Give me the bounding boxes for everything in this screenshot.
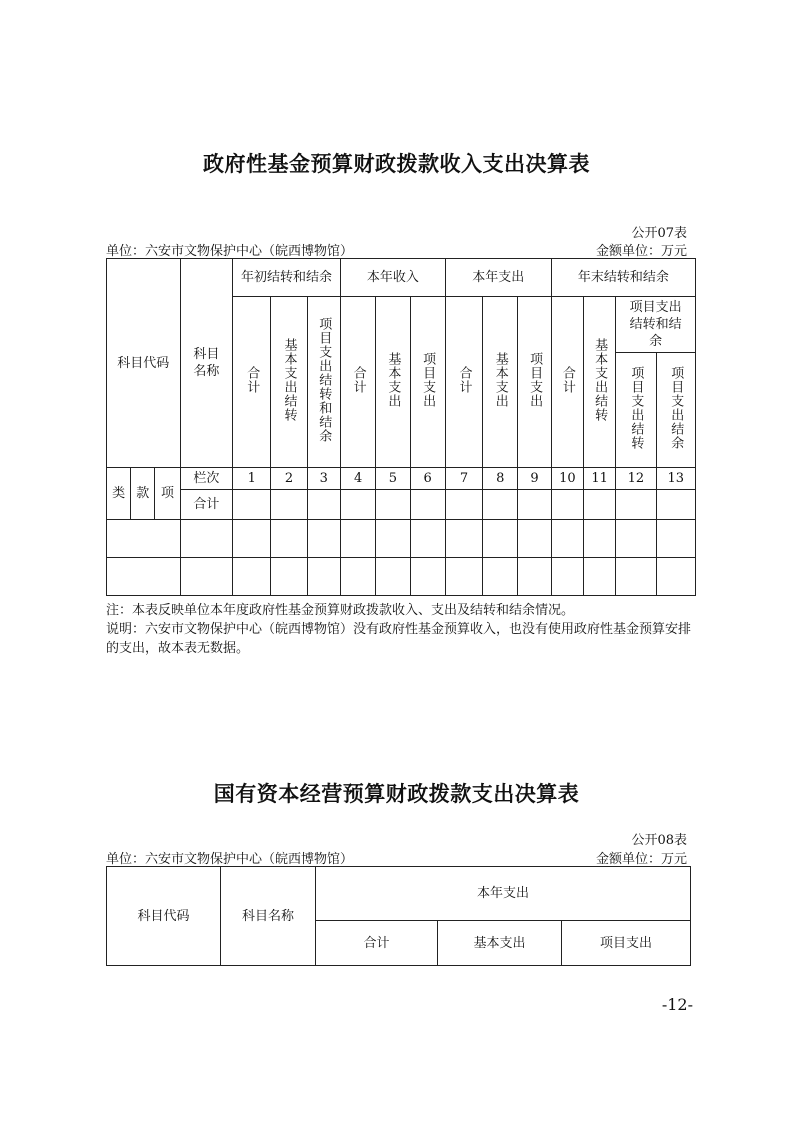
income-basic-header: [376, 297, 410, 468]
subject-name-header: [180, 259, 232, 468]
empty-cell: [616, 558, 656, 596]
empty-cell: [410, 558, 445, 596]
empty-cell: [518, 558, 551, 596]
empty-cell: [551, 558, 583, 596]
end-project-surplus-header: [656, 353, 695, 468]
empty-cell: [233, 490, 271, 520]
lei-header: 类: [107, 468, 131, 520]
income-total-header: [340, 297, 375, 468]
empty-cell: [551, 520, 583, 558]
empty-cell: [340, 490, 375, 520]
empty-cell: [616, 490, 656, 520]
income-project-label: 项目支出: [420, 351, 436, 408]
column-number: 10: [551, 468, 583, 490]
group-begin-header: 年初结转和结余: [233, 259, 341, 297]
table2-grid: [106, 866, 691, 966]
end-project-surplus-label: 项目支出结余: [668, 365, 684, 450]
empty-cell: [107, 520, 181, 558]
empty-cell: [107, 558, 181, 596]
t2-subject-name-header: 科目名称: [221, 867, 316, 966]
table2-currency: 金额单位：万元: [595, 852, 687, 867]
column-no-label: 栏次: [180, 468, 232, 490]
end-total-label: 合计: [559, 365, 575, 394]
table1-grid: [106, 258, 696, 596]
begin-total-label: 合计: [244, 365, 260, 394]
column-number: 5: [376, 468, 410, 490]
column-number: 2: [271, 468, 307, 490]
table1-title: 政府性基金预算财政拨款收入支出决算表: [203, 152, 590, 176]
column-number: 9: [518, 468, 551, 490]
sum-row-label: 合计: [180, 490, 232, 520]
column-number: 4: [340, 468, 375, 490]
table1-currency: 金额单位：万元: [595, 244, 687, 259]
empty-cell: [483, 558, 518, 596]
empty-cell: [180, 520, 232, 558]
table2-title: 国有资本经营预算财政拨款支出决算表: [213, 782, 580, 806]
empty-cell: [271, 520, 307, 558]
empty-cell: [271, 558, 307, 596]
xiang-header: 项: [155, 468, 180, 520]
end-basic-label: 基本支出结转: [592, 337, 608, 422]
t2-subject-code-header: 科目代码: [107, 867, 221, 966]
empty-cell: [583, 558, 615, 596]
empty-cell: [483, 490, 518, 520]
end-total-header: [551, 297, 583, 468]
empty-cell: [445, 490, 482, 520]
table1-note: 注：本表反映单位本年度政府性基金预算财政拨款收入、支出及结转和结余情况。: [106, 603, 575, 618]
table2-code: 公开08表: [631, 833, 687, 848]
group-end-header: 年末结转和结余: [551, 259, 695, 297]
empty-cell: [483, 520, 518, 558]
empty-cell: [376, 520, 410, 558]
expense-total-header: [445, 297, 482, 468]
t2-project-header: 项目支出: [562, 921, 691, 966]
expense-basic-label: 基本支出: [492, 351, 508, 408]
empty-cell: [376, 490, 410, 520]
table-row: [107, 520, 696, 558]
end-project-carry-label: 项目支出结转: [628, 365, 644, 450]
column-number: 1: [233, 468, 271, 490]
empty-cell: [551, 490, 583, 520]
page-number: -12-: [661, 995, 693, 1014]
table1-code: 公开07表: [631, 226, 687, 241]
empty-cell: [616, 520, 656, 558]
empty-cell: [340, 520, 375, 558]
income-basic-label: 基本支出: [385, 351, 401, 408]
subject-name-label: 科目名称: [193, 347, 220, 379]
empty-cell: [180, 558, 232, 596]
table-row: [107, 558, 696, 596]
column-number: 3: [307, 468, 340, 490]
column-number: 11: [583, 468, 615, 490]
empty-cell: [656, 490, 695, 520]
begin-total-header: [233, 297, 271, 468]
empty-cell: [583, 490, 615, 520]
column-number: 6: [410, 468, 445, 490]
begin-basic-header: [271, 297, 307, 468]
empty-cell: [410, 490, 445, 520]
column-number: 12: [616, 468, 656, 490]
group-expense-header: 本年支出: [445, 259, 551, 297]
expense-basic-header: [483, 297, 518, 468]
empty-cell: [445, 558, 482, 596]
table1-explanation: 说明：六安市文物保护中心（皖西博物馆）没有政府性基金预算收入，也没有使用政府性基金预算安排的支出，故本表无数据。: [106, 622, 692, 656]
empty-cell: [307, 558, 340, 596]
begin-project-label: 项目支出结转和结余: [316, 316, 332, 443]
end-project-group-header: [616, 297, 696, 353]
income-project-header: [410, 297, 445, 468]
empty-cell: [340, 558, 375, 596]
empty-cell: [583, 520, 615, 558]
empty-cell: [233, 558, 271, 596]
empty-cell: [271, 490, 307, 520]
empty-cell: [376, 558, 410, 596]
empty-cell: [307, 490, 340, 520]
t2-total-header: 合计: [316, 921, 438, 966]
column-number: 8: [483, 468, 518, 490]
empty-cell: [445, 520, 482, 558]
income-total-label: 合计: [350, 365, 366, 394]
begin-basic-label: 基本支出结转: [281, 337, 297, 422]
empty-cell: [307, 520, 340, 558]
empty-cell: [233, 520, 271, 558]
kuan-header: 款: [131, 468, 155, 520]
begin-project-header: [307, 297, 340, 468]
table1-unit: 单位：六安市文物保护中心（皖西博物馆）: [106, 244, 354, 259]
group-income-header: 本年收入: [340, 259, 445, 297]
expense-total-label: 合计: [456, 365, 472, 394]
empty-cell: [656, 520, 695, 558]
expense-project-header: [518, 297, 551, 468]
empty-cell: [656, 558, 695, 596]
end-project-group-label: 项目支出结转和结余: [629, 300, 682, 349]
expense-project-label: 项目支出: [527, 351, 543, 408]
end-basic-header: [583, 297, 615, 468]
t2-basic-header: 基本支出: [438, 921, 562, 966]
end-project-carry-header: [616, 353, 656, 468]
empty-cell: [518, 490, 551, 520]
t2-expense-group-header: 本年支出: [316, 867, 691, 921]
empty-cell: [410, 520, 445, 558]
column-number: 13: [656, 468, 695, 490]
empty-cell: [518, 520, 551, 558]
table2-unit: 单位：六安市文物保护中心（皖西博物馆）: [106, 852, 354, 867]
subject-code-header: 科目代码: [107, 259, 181, 468]
column-number: 7: [445, 468, 482, 490]
